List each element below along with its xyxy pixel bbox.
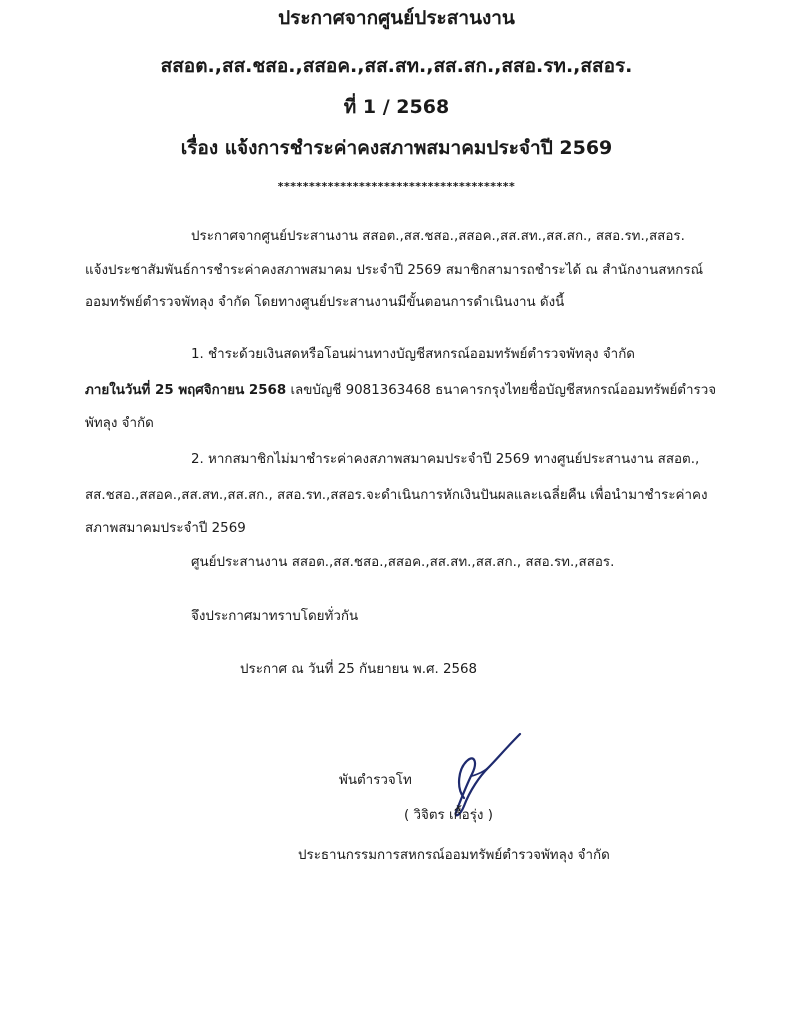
item1-line-3: พัทลุง จำกัด [85, 416, 154, 431]
coordinator-line: ศูนย์ประสานงาน สสอต.,สส.ชสอ.,สสอค.,สส.สท.,สส.สก., สสอ.รท.,สสอร. [191, 555, 615, 570]
item2-line-2: สส.ชสอ.,สสอค.,สส.สท.,สส.สก., สสอ.รท.,สสอร.จะดำเนินการหักเงินปันผลและเฉลี่ยคืน เพื่อนำมาชำระค่าคง [85, 488, 708, 503]
announcement-number: ที่ 1 / 2568 [343, 96, 450, 118]
intro-line-3: ออมทรัพย์ตำรวจพัทลุง จำกัด โดยทางศูนย์ประสานงานมีขั้นตอนการดำเนินงาน ดังนี้ [85, 295, 565, 310]
signatory-position: ประธานกรรมการสหกรณ์ออมทรัพย์ตำรวจพัทลุง จำกัด [298, 848, 610, 863]
item1-account-info: เลขบัญชี 9081363468 ธนาคารกรุงไทยชื่อบัญชีสหกรณ์ออมทรัพย์ตำรวจ [286, 383, 717, 398]
divider-asterisks: ************************************** [277, 180, 516, 193]
signatory-name: ( วิจิตร เกื้อรุ่ง ) [404, 808, 493, 823]
announcement-subject: เรื่อง แจ้งการชำระค่าคงสภาพสมาคมประจำปี 2569 [180, 137, 613, 159]
closing-line: จึงประกาศมาทราบโดยทั่วกัน [191, 609, 359, 624]
announcement-date: ประกาศ ณ วันที่ 25 กันยายน พ.ศ. 2568 [240, 662, 478, 677]
organization-list: สสอต.,สส.ชสอ.,สสอค.,สส.สท.,สส.สก.,สสอ.รท.,สสอร. [160, 55, 633, 77]
item1-line-2 [85, 381, 716, 401]
item1-line-1: 1. ชำระด้วยเงินสดหรือโอนผ่านทางบัญชีสหกรณ์ออมทรัพย์ตำรวจพัทลุง จำกัด [191, 347, 635, 362]
intro-line-1: ประกาศจากศูนย์ประสานงาน สสอต.,สส.ชสอ.,สสอค.,สส.สท.,สส.สก., สสอ.รท.,สสอร. [191, 229, 685, 244]
item2-line-1: 2. หากสมาชิกไม่มาชำระค่าคงสภาพสมาคมประจำปี 2569 ทางศูนย์ประสานงาน สสอต., [191, 452, 700, 467]
item2-line-3: สภาพสมาคมประจำปี 2569 [85, 521, 246, 536]
announcement-title: ประกาศจากศูนย์ประสานงาน [278, 7, 515, 29]
signatory-rank: พันตำรวจโท [339, 773, 412, 788]
intro-line-2: แจ้งประชาสัมพันธ์การชำระค่าคงสภาพสมาคม ประจำปี 2569 สมาชิกสามารถชำระได้ ณ สำนักงานสหกรณ์ [85, 263, 703, 278]
item1-deadline: ภายในวันที่ 25 พฤศจิกายน 2568 [85, 383, 287, 398]
